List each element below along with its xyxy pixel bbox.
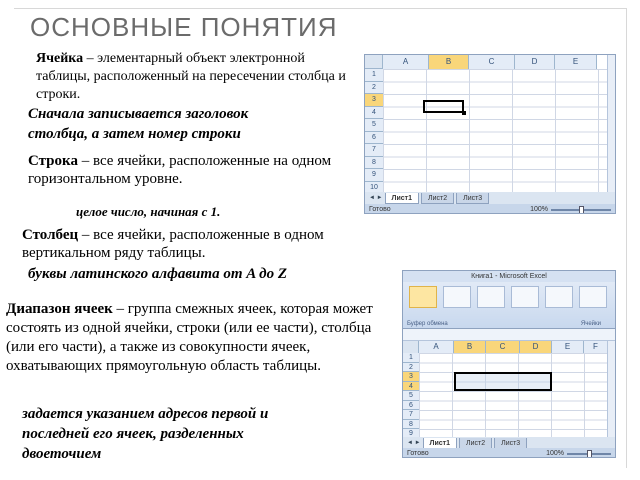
- frame-top-line: [14, 8, 626, 9]
- row-note: целое число, начиная с 1.: [76, 204, 221, 219]
- row-header-5[interactable]: 5: [365, 119, 383, 132]
- column-header-2-b[interactable]: B: [454, 341, 486, 353]
- font-button[interactable]: [443, 286, 471, 308]
- row-header-2-3[interactable]: 3: [403, 372, 419, 382]
- zoom-level: 100%: [530, 206, 548, 213]
- row-term: Строка: [28, 153, 78, 169]
- row-definition-text: – все ячейки, расположенные на одном горизонтальном уровне.: [28, 153, 332, 187]
- align-button[interactable]: [477, 286, 505, 308]
- range-definition-text: – группа смежных ячеек, которая может состоять из одной ячейки, строки (или ее части), столбца (или его части), а также из совокупности ячеек, охватывающих прямоугольную область таблицы.: [6, 301, 373, 374]
- zoom-slider[interactable]: [551, 209, 611, 211]
- row-header-10[interactable]: 10: [365, 182, 383, 195]
- column-term: Столбец: [22, 227, 79, 243]
- row-definition: [28, 152, 358, 188]
- cell-grid-2[interactable]: [419, 353, 609, 439]
- column-definition: [22, 226, 352, 262]
- page-title: ОСНОВНЫЕ ПОНЯТИЯ: [30, 12, 338, 42]
- row-header-2[interactable]: 2: [365, 82, 383, 95]
- range-note-line2: последней его ячеек, разделенных: [22, 426, 244, 442]
- range-note-line3: двоеточием: [22, 446, 102, 462]
- cell-definition-text: – элементарный объект электронной таблицы, расположенный на пересечении столбца и строки.: [36, 51, 346, 102]
- zoom-slider-2[interactable]: [567, 453, 611, 455]
- column-header-2-f[interactable]: F: [584, 341, 608, 353]
- quick-access-bar: [403, 329, 615, 341]
- row-header-1[interactable]: 1: [365, 69, 383, 82]
- column-header-e[interactable]: E: [555, 55, 597, 69]
- cell-grid[interactable]: [383, 69, 609, 194]
- zoom-level-2: 100%: [546, 450, 564, 457]
- cells-button[interactable]: [579, 286, 607, 308]
- row-header-6[interactable]: 6: [365, 132, 383, 145]
- sheet-tab-2-3[interactable]: Лист3: [494, 438, 527, 449]
- ribbon-group-cells: Ячейки: [580, 321, 601, 327]
- sheet-tab-2-2[interactable]: Лист2: [459, 438, 492, 449]
- sheet-tabs: [365, 192, 615, 204]
- ribbon-group-clipboard: Буфер обмена: [407, 321, 448, 327]
- column-header-2-c[interactable]: C: [486, 341, 520, 353]
- column-definition-text: – все ячейки, расположенные в одном вертикальном ряду таблицы.: [22, 227, 324, 261]
- paste-button[interactable]: [409, 286, 437, 308]
- cell-note-line1: Сначала записывается заголовок: [28, 106, 249, 122]
- row-header-9[interactable]: 9: [365, 169, 383, 182]
- selected-cell-b3[interactable]: [423, 100, 464, 113]
- column-headers-2: [419, 341, 608, 353]
- sheet-tab-3[interactable]: Лист3: [456, 193, 489, 204]
- row-header-7[interactable]: 7: [365, 144, 383, 157]
- zoom-control-2[interactable]: [546, 450, 611, 457]
- range-definition: [6, 300, 386, 376]
- column-header-d[interactable]: D: [515, 55, 555, 69]
- row-header-2-5[interactable]: 5: [403, 391, 419, 401]
- column-header-2-a[interactable]: A: [419, 341, 454, 353]
- column-headers: [383, 55, 597, 69]
- cell-definition: [36, 50, 354, 104]
- ribbon-buttons: [403, 282, 615, 312]
- cell-note: [28, 104, 248, 144]
- row-header-2-8[interactable]: 8: [403, 420, 419, 430]
- vertical-scrollbar-2[interactable]: [607, 341, 615, 439]
- column-header-2-e[interactable]: E: [552, 341, 584, 353]
- frame-right-line: [626, 8, 627, 468]
- status-text-2: Готово: [407, 450, 429, 457]
- column-header-2-d[interactable]: D: [520, 341, 552, 353]
- excel-window-range: [402, 270, 616, 458]
- number-button[interactable]: [511, 286, 539, 308]
- selected-range-b3-d4[interactable]: [454, 372, 552, 391]
- window-title: Книга1 - Microsoft Excel: [403, 271, 615, 282]
- row-header-2-6[interactable]: 6: [403, 401, 419, 411]
- sheet-tab-2-1[interactable]: Лист1: [423, 438, 457, 449]
- column-header-a[interactable]: A: [383, 55, 429, 69]
- row-header-2-4[interactable]: 4: [403, 382, 419, 392]
- row-header-3[interactable]: 3: [365, 94, 383, 107]
- range-term: Диапазон ячеек: [6, 301, 113, 317]
- excel-window-cell: [364, 54, 616, 214]
- zoom-slider-thumb[interactable]: [579, 206, 584, 214]
- column-note: буквы латинского алфавита от A до Z: [28, 266, 288, 282]
- row-header-2-2[interactable]: 2: [403, 363, 419, 373]
- cell-note-line2: столбца, а затем номер строки: [28, 126, 241, 142]
- tab-nav-icon[interactable]: ◄ ►: [369, 195, 383, 201]
- sheet-tab-1[interactable]: Лист1: [385, 193, 419, 204]
- range-note: [22, 404, 268, 464]
- status-bar-2: [403, 448, 615, 458]
- tab-nav-icon-2[interactable]: ◄ ►: [407, 440, 421, 446]
- row-headers-2: [403, 353, 419, 439]
- cell-term: Ячейка: [36, 51, 84, 66]
- row-header-2-1[interactable]: 1: [403, 353, 419, 363]
- select-all-corner[interactable]: [365, 55, 383, 69]
- row-header-2-9[interactable]: 9: [403, 429, 419, 439]
- vertical-scrollbar[interactable]: [607, 55, 615, 192]
- sheet-tab-2[interactable]: Лист2: [421, 193, 454, 204]
- zoom-control[interactable]: [530, 206, 611, 213]
- row-header-8[interactable]: 8: [365, 157, 383, 170]
- row-header-2-7[interactable]: 7: [403, 410, 419, 420]
- row-headers: [365, 69, 383, 194]
- status-bar: [365, 204, 615, 214]
- column-header-b[interactable]: B: [429, 55, 469, 69]
- select-all-corner-2[interactable]: [403, 341, 419, 353]
- range-note-line1: задается указанием адресов первой и: [22, 406, 269, 422]
- row-header-4[interactable]: 4: [365, 107, 383, 120]
- status-text: Готово: [369, 206, 391, 213]
- column-header-c[interactable]: C: [469, 55, 515, 69]
- ribbon: [403, 271, 615, 329]
- zoom-slider-thumb-2[interactable]: [587, 450, 592, 458]
- styles-button[interactable]: [545, 286, 573, 308]
